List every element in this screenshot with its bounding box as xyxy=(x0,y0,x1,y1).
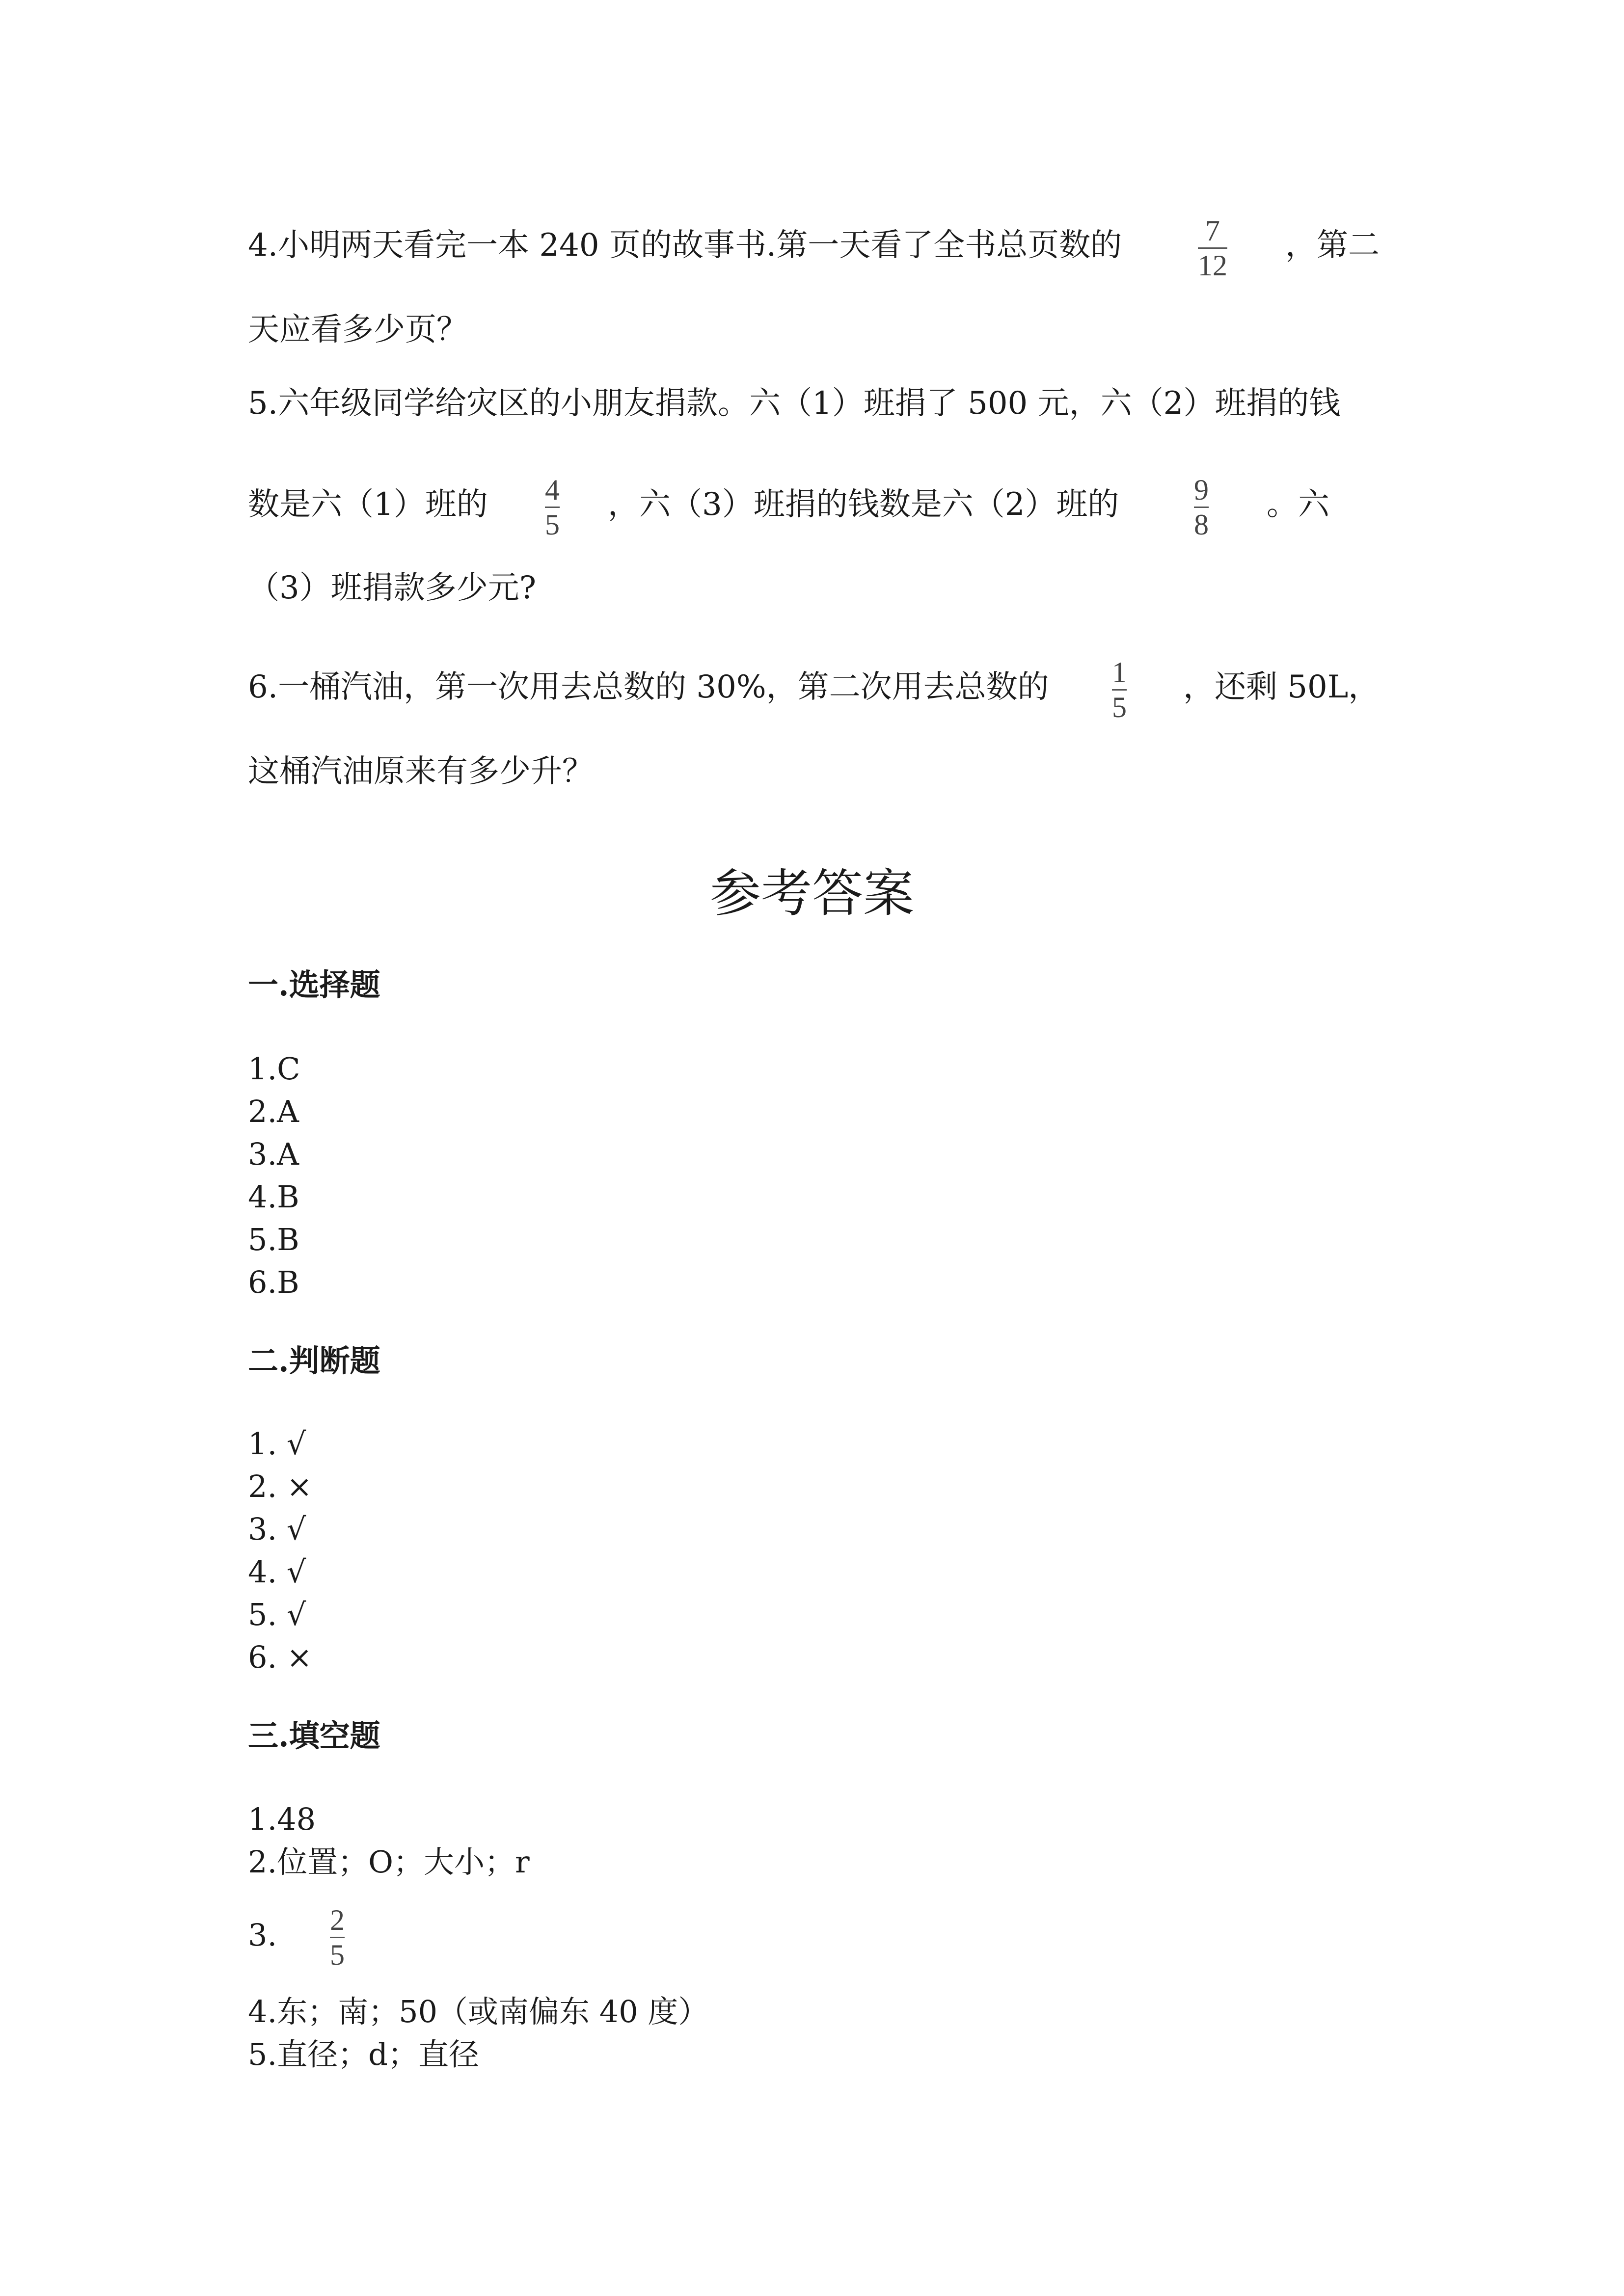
fraction-denominator: 5 xyxy=(1112,691,1127,723)
q5-line2-middle: ，六（3）班捐的钱数是六（2）班的 xyxy=(608,486,1119,523)
q5-line1-text: 5.六年级同学给灾区的小朋友捐款。六（1）班捐了 500 元，六（2）班捐的钱 xyxy=(248,385,1341,422)
q6-line1-text: 6.一桶汽油，第一次用去总数的 30%，第二次用去总数的 xyxy=(248,669,1049,705)
q4-line1-text: 4.小明两天看完一本 240 页的故事书.第一天看了全书总页数的 xyxy=(248,227,1122,264)
q6-line1-suffix: ，还剩 50L， xyxy=(1183,669,1380,705)
answer-item: 1.C xyxy=(248,1051,300,1087)
fraction-numerator: 9 xyxy=(1194,474,1209,506)
q4-line1-suffix: ，第二 xyxy=(1285,227,1380,264)
answer-item: 4. √ xyxy=(248,1554,306,1590)
fraction-bar xyxy=(1112,689,1127,691)
fraction-numerator: 7 xyxy=(1205,214,1220,247)
answer-item: 4.B xyxy=(248,1179,299,1215)
fraction-bar xyxy=(545,507,560,508)
fraction-bar xyxy=(1194,507,1209,508)
section-heading-multiple-choice: 一.选择题 xyxy=(248,967,380,1003)
answer-item: 5.直径；d；直径 xyxy=(248,2036,479,2072)
answer-item: 6.B xyxy=(248,1264,299,1300)
fraction-denominator: 5 xyxy=(330,1939,345,1971)
answer-fraction xyxy=(330,1905,345,1970)
answer-item: 1.48 xyxy=(248,1801,316,1837)
q4-fraction xyxy=(1198,216,1227,280)
answer-item: 3.A xyxy=(248,1136,299,1172)
fraction-denominator: 8 xyxy=(1194,508,1209,541)
q4-line2-text: 天应看多少页？ xyxy=(248,312,468,348)
section-heading-fill-blank: 三.填空题 xyxy=(248,1718,380,1754)
answer-item-label: 3. xyxy=(248,1917,277,1953)
fraction-numerator: 1 xyxy=(1112,656,1127,689)
answer-item: 2. × xyxy=(248,1468,312,1504)
answer-item: 2.位置；O；大小；r xyxy=(248,1844,530,1880)
answer-item: 1. √ xyxy=(248,1426,306,1462)
q5-fraction-1 xyxy=(545,475,560,539)
q6-line2-text: 这桶汽油原来有多少升？ xyxy=(248,753,594,790)
q5-line3-text: （3）班捐款多少元? xyxy=(248,570,537,606)
fraction-bar xyxy=(1198,247,1227,249)
answer-item: 5. √ xyxy=(248,1597,306,1632)
fraction-denominator: 12 xyxy=(1198,249,1227,282)
q6-fraction xyxy=(1112,658,1127,722)
answer-item: 6. × xyxy=(248,1639,312,1675)
fraction-numerator: 2 xyxy=(330,1904,345,1936)
section-heading-true-false: 二.判断题 xyxy=(248,1343,380,1379)
q5-line2-start: 数是六（1）班的 xyxy=(248,486,488,523)
q5-line2-end: 。六 xyxy=(1267,486,1329,523)
answer-item: 3. √ xyxy=(248,1511,306,1547)
answer-item: 4.东；南；50（或南偏东 40 度） xyxy=(248,1994,709,2029)
answer-key-title: 参考答案 xyxy=(709,863,914,923)
answer-item: 5.B xyxy=(248,1222,299,1257)
fraction-denominator: 5 xyxy=(545,508,560,541)
q5-fraction-2 xyxy=(1194,475,1209,539)
fraction-numerator: 4 xyxy=(545,474,560,506)
fraction-bar xyxy=(330,1937,345,1938)
answer-item: 2.A xyxy=(248,1094,299,1129)
